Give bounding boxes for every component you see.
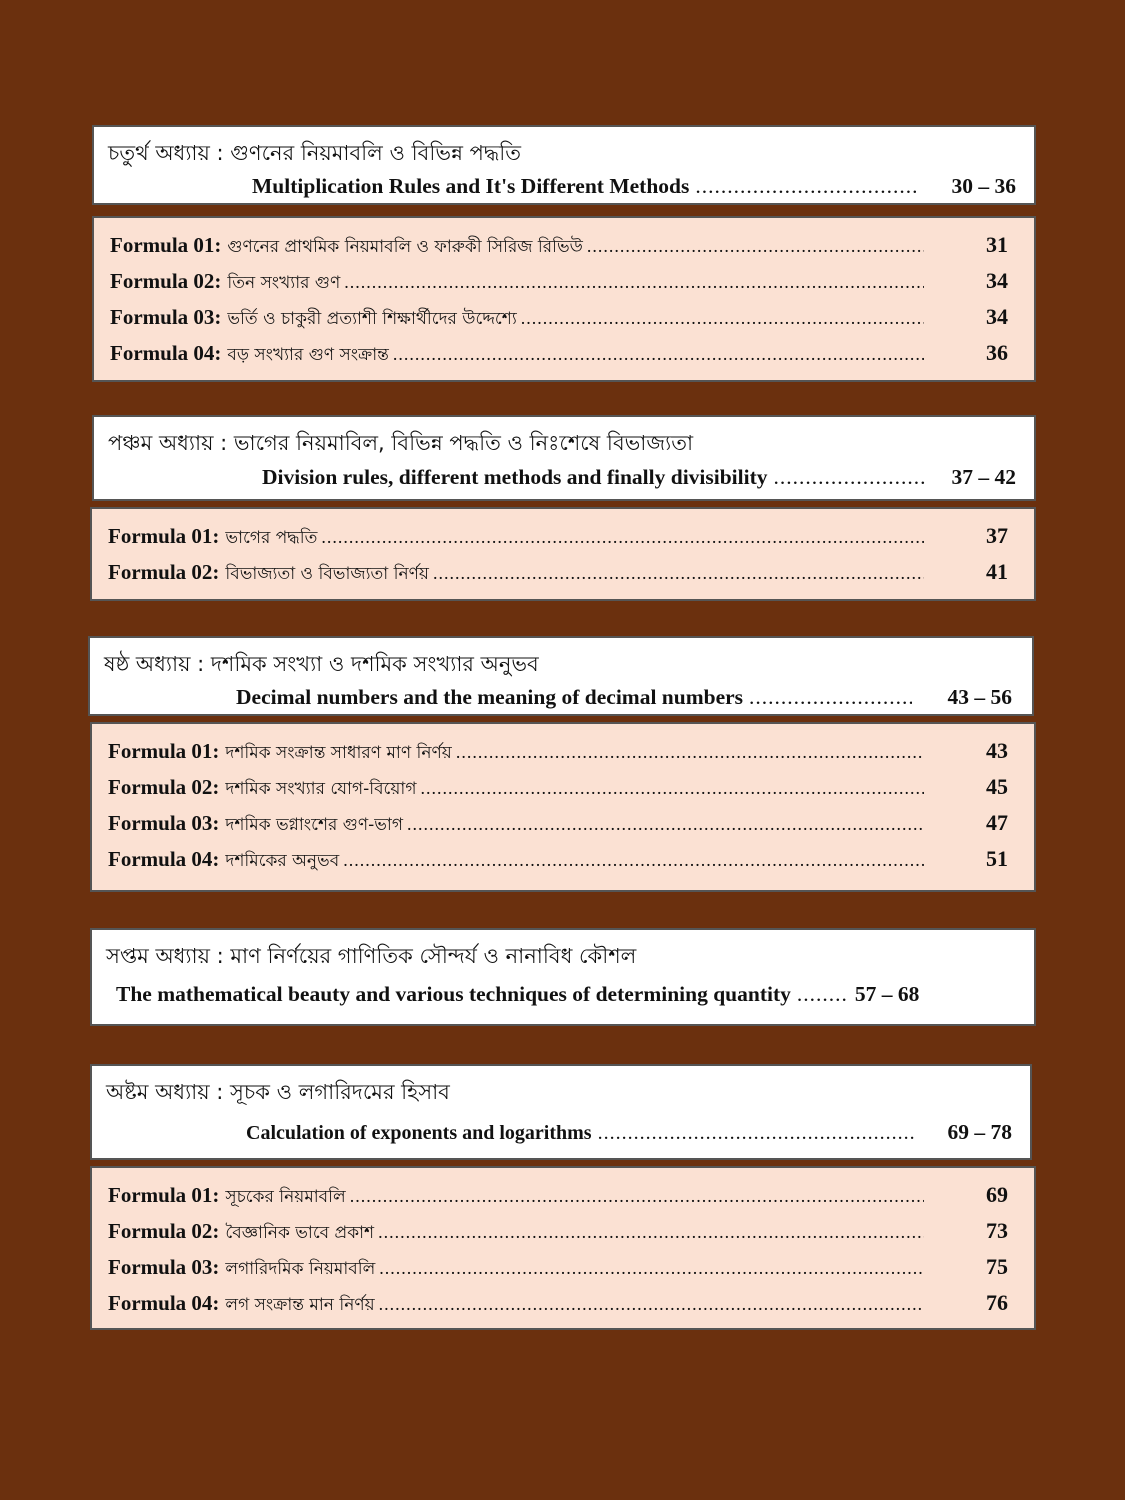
- dot-leader: [378, 1222, 924, 1243]
- chapter-heading-bn: পঞ্চম অধ্যায় : ভাগের নিয়মাবিল, বিভিন্ন পদ্ধতি ও নিঃশেষে বিভাজ্যতা: [108, 431, 694, 455]
- formula-page: 34: [986, 268, 1008, 293]
- chapter-8-formulas: [90, 1166, 1036, 1330]
- chapter-page-range: 57 – 68: [854, 982, 920, 1006]
- formula-text: বড় সংখ্যার গুণ সংক্রান্ত: [227, 345, 389, 365]
- formula-row: [110, 304, 1014, 340]
- chapter-7-header: [90, 928, 1036, 1026]
- formula-text: লগ সংক্রান্ত মান নির্ণয়: [225, 1295, 375, 1315]
- formula-label: Formula 01:: [110, 233, 222, 257]
- formula-row: [108, 738, 1014, 774]
- dot-leader: [420, 778, 924, 799]
- dot-leader: [774, 465, 926, 490]
- formula-label: Formula 02:: [110, 269, 222, 293]
- formula-page: 69: [986, 1182, 1008, 1207]
- formula-text: লগারিদমিক নিয়মাবলি: [225, 1259, 376, 1279]
- chapter-heading-bn: ষষ্ঠ অধ্যায় : দশমিক সংখ্যা ও দশমিক সংখ্যার অনুভব: [104, 652, 539, 676]
- formula-label: Formula 03:: [108, 1255, 220, 1279]
- chapter-title-en: Decimal numbers and the meaning of decimal numbers: [236, 685, 744, 709]
- dot-leader: [456, 742, 924, 763]
- dot-leader: [344, 272, 924, 293]
- dot-leader: [598, 1122, 916, 1145]
- formula-row: [108, 846, 1014, 882]
- formula-label: Formula 04:: [108, 1291, 220, 1315]
- dot-leader: [407, 814, 924, 835]
- chapter-title-row: [90, 685, 1032, 710]
- formula-text: গুণনের প্রাথমিক নিয়মাবলি ও ফারুকী সিরিজ রিভিউ: [227, 237, 583, 257]
- formula-text: বৈজ্ঞানিক ভাবে প্রকাশ: [225, 1223, 375, 1243]
- chapter-page-range: 69 – 78: [947, 1120, 1012, 1144]
- formula-page: 47: [986, 810, 1008, 835]
- dot-leader: [321, 527, 924, 548]
- dot-leader: [393, 344, 924, 365]
- chapter-heading-bn: অষ্টম অধ্যায় : সূচক ও লগারিদমের হিসাব: [106, 1080, 450, 1104]
- formula-page: 76: [986, 1290, 1008, 1315]
- formula-label: Formula 01:: [108, 1183, 220, 1207]
- formula-row: [108, 1182, 1014, 1218]
- formula-page: 75: [986, 1254, 1008, 1279]
- formula-row: [110, 268, 1014, 304]
- chapter-title-row: [92, 1120, 1030, 1145]
- formula-page: 36: [986, 340, 1008, 365]
- dot-leader: [749, 685, 911, 710]
- formula-text: তিন সংখ্যার গুণ: [227, 273, 341, 293]
- dot-leader: [797, 982, 849, 1007]
- formula-label: Formula 04:: [110, 341, 222, 365]
- formula-page: 73: [986, 1218, 1008, 1243]
- formula-text: সূচকের নিয়মাবলি: [225, 1187, 346, 1207]
- dot-leader: [350, 1186, 924, 1207]
- chapter-page-range: 43 – 56: [947, 685, 1012, 709]
- chapter-title-en: Multiplication Rules and It's Different Methods: [252, 174, 690, 198]
- formula-row: [108, 559, 1014, 595]
- dot-leader: [343, 850, 924, 871]
- chapter-8-header: [90, 1064, 1032, 1160]
- chapter-heading-bn: চতুর্থ অধ্যায় : গুণনের নিয়মাবলি ও বিভিন্ন পদ্ধতি: [108, 141, 522, 165]
- dot-leader: [521, 308, 924, 329]
- formula-label: Formula 01:: [108, 524, 220, 548]
- formula-page: 51: [986, 846, 1008, 871]
- formula-label: Formula 04:: [108, 847, 220, 871]
- chapter-4-header: [92, 125, 1036, 205]
- formula-page: 37: [986, 523, 1008, 548]
- chapter-title-row: [94, 465, 1034, 490]
- formula-row: [108, 1218, 1014, 1254]
- chapter-page-range: 37 – 42: [951, 465, 1016, 489]
- formula-row: [108, 774, 1014, 810]
- formula-label: Formula 03:: [110, 305, 222, 329]
- formula-text: ভর্তি ও চাকুরী প্রত্যাশী শিক্ষার্থীদের উদ্দেশ্যে: [227, 309, 517, 329]
- chapter-5-header: [92, 415, 1036, 501]
- formula-label: Formula 02:: [108, 775, 220, 799]
- formula-label: Formula 03:: [108, 811, 220, 835]
- formula-text: দশমিক সংক্রান্ত সাধারণ মাণ নির্ণয়: [225, 743, 452, 763]
- chapter-title-en: Division rules, different methods and finally divisibility: [262, 465, 768, 489]
- chapter-title-en: Calculation of exponents and logarithms: [246, 1122, 592, 1144]
- formula-row: [108, 523, 1014, 559]
- chapter-title-row: [92, 982, 1034, 1007]
- dot-leader: [587, 236, 924, 257]
- dot-leader: [695, 174, 915, 199]
- formula-page: 34: [986, 304, 1008, 329]
- formula-text: বিভাজ্যতা ও বিভাজ্যতা নির্ণয়: [225, 564, 429, 584]
- formula-label: Formula 02:: [108, 1219, 220, 1243]
- formula-text: ভাগের পদ্ধতি: [225, 528, 318, 548]
- chapter-6-header: [88, 636, 1034, 716]
- formula-text: দশমিক ভগ্নাংশের গুণ-ভাগ: [225, 815, 403, 835]
- chapter-title-en: The mathematical beauty and various techniques of determining quantity: [116, 982, 791, 1006]
- chapter-page-range: 30 – 36: [951, 174, 1016, 198]
- chapter-heading-bn: সপ্তম অধ্যায় : মাণ নির্ণয়ের গাণিতিক সৌন্দর্য ও নানাবিধ কৌশল: [106, 944, 637, 968]
- dot-leader: [379, 1258, 924, 1279]
- chapter-title-row: [94, 174, 1034, 199]
- formula-row: [108, 1254, 1014, 1290]
- chapter-5-formulas: [90, 507, 1036, 601]
- formula-row: [108, 1290, 1014, 1326]
- formula-text: দশমিক সংখ্যার যোগ-বিয়োগ: [225, 779, 417, 799]
- formula-page: 43: [986, 738, 1008, 763]
- formula-page: 45: [986, 774, 1008, 799]
- formula-text: দশমিকের অনুভব: [225, 851, 340, 871]
- formula-row: [110, 232, 1014, 268]
- chapter-4-formulas: [92, 216, 1036, 382]
- chapter-6-formulas: [90, 722, 1036, 892]
- dot-leader: [433, 563, 924, 584]
- formula-row: [110, 340, 1014, 376]
- formula-row: [108, 810, 1014, 846]
- formula-page: 41: [986, 559, 1008, 584]
- formula-page: 31: [986, 232, 1008, 257]
- formula-label: Formula 01:: [108, 739, 220, 763]
- formula-label: Formula 02:: [108, 560, 220, 584]
- dot-leader: [379, 1294, 924, 1315]
